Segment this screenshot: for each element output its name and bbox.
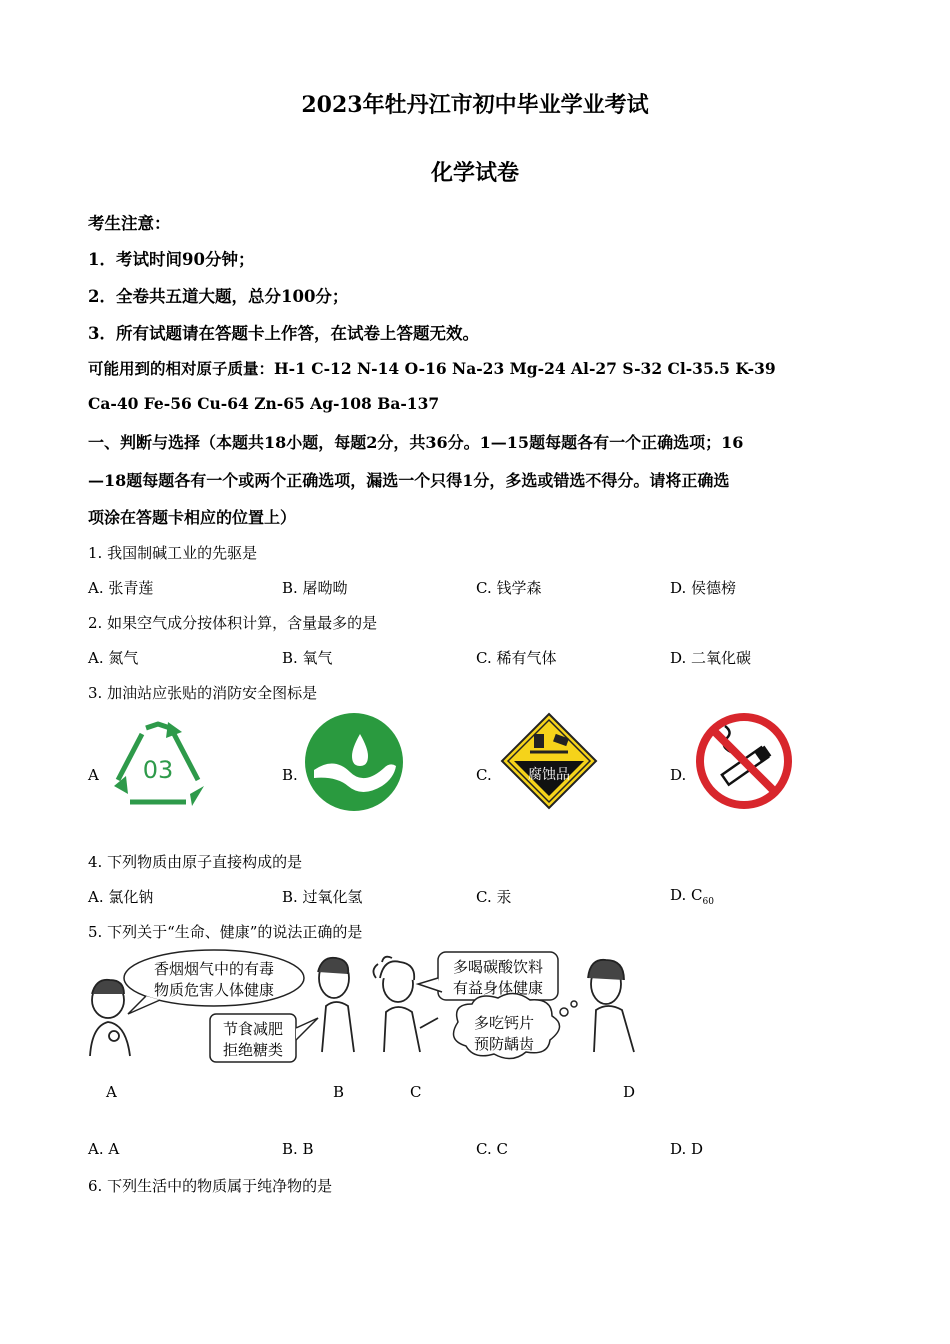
option-c[interactable]: C. 稀有气体: [476, 649, 557, 667]
option-d[interactable]: [670, 886, 714, 907]
recycle-number: 03: [142, 756, 174, 784]
no-smoking-icon: [695, 712, 793, 810]
figure-label: B: [333, 1083, 345, 1101]
question-stem: 1. 我国制碱工业的先驱是: [88, 544, 258, 562]
option-a[interactable]: A. A: [88, 1140, 120, 1158]
option-b[interactable]: B. B: [282, 1140, 314, 1158]
section-instructions: —18题每题各有一个或两个正确选项，漏选一个只得1分，多选或错选不得分。请将正确选: [88, 471, 730, 490]
question-stem: 2. 如果空气成分按体积计算，含量最多的是: [88, 614, 378, 632]
option-d[interactable]: D. 侯德榜: [670, 579, 737, 597]
option-d[interactable]: D.: [670, 766, 687, 784]
person-b-icon: [318, 958, 354, 1052]
page-title: 2023年牡丹江市初中毕业学业考试: [301, 92, 649, 118]
notice-item: 3．所有试题请在答题卡上作答，在试卷上答题无效。: [88, 324, 479, 343]
recycle-icon: [108, 720, 208, 810]
section-instructions: 项涂在答题卡相应的位置上）: [88, 508, 297, 527]
page-subtitle: 化学试卷: [430, 160, 519, 186]
option-d[interactable]: D. D: [670, 1140, 704, 1158]
question-stem: 6. 下列生活中的物质属于纯净物的是: [88, 1177, 333, 1195]
notice-heading: 考生注意：: [88, 214, 171, 233]
figure-label: C: [410, 1083, 422, 1101]
option-b[interactable]: B. 氧气: [282, 649, 333, 667]
option-c[interactable]: C.: [476, 766, 492, 784]
water-saving-icon: [304, 712, 404, 812]
bubble-d-line: 预防龋齿: [473, 1035, 535, 1053]
notice-item: 1．考试时间90分钟；: [88, 250, 255, 269]
atomic-mass-line: 可能用到的相对原子质量：H-1 C-12 N-14 O-16 Na-23 Mg-24 Al-27 S-32 Cl-35.5 K-39: [88, 359, 776, 378]
subscript: 60: [702, 897, 714, 907]
question-stem: 3. 加油站应张贴的消防安全图标是: [88, 684, 318, 702]
question-stem: 5. 下列关于“生命、健康”的说法正确的是: [88, 923, 363, 941]
option-a[interactable]: A. 氯化钠: [88, 888, 154, 906]
option-c[interactable]: C. C: [476, 1140, 508, 1158]
bubble-a-line: 香烟烟气中的有毒: [153, 960, 275, 978]
option-c[interactable]: C. 钱学森: [476, 579, 542, 597]
corrosive-icon: [500, 712, 598, 810]
person-a-icon: [90, 980, 130, 1056]
bubble-b-line: 节食减肥: [222, 1020, 284, 1038]
option-d-text: D. C: [670, 886, 703, 904]
option-c[interactable]: C. 汞: [476, 888, 512, 906]
health-illustration: [86, 948, 656, 1066]
option-b[interactable]: B. 过氧化氢: [282, 888, 363, 906]
person-c-icon: [373, 957, 438, 1052]
corrosive-label: 腐蚀品: [528, 767, 570, 783]
bubble-a-line: 物质危害人体健康: [153, 981, 275, 999]
option-a[interactable]: A: [88, 766, 99, 784]
atomic-mass-line: Ca-40 Fe-56 Cu-64 Zn-65 Ag-108 Ba-137: [88, 394, 440, 413]
option-d[interactable]: D. 二氧化碳: [670, 649, 752, 667]
bubble-c-line: 多喝碳酸饮料: [452, 958, 544, 976]
option-b[interactable]: B.: [282, 766, 298, 784]
figure-label: D: [623, 1083, 636, 1101]
section-instructions: 一、判断与选择（本题共18小题，每题2分，共36分。1—15题每题各有一个正确选项；16: [88, 433, 744, 452]
bubble-c-line: 有益身体健康: [452, 979, 544, 997]
bubble-d-line: 多吃钙片: [473, 1014, 535, 1032]
option-a[interactable]: A. 张青莲: [88, 579, 154, 597]
figure-label: A: [106, 1083, 117, 1101]
option-a[interactable]: A. 氮气: [88, 649, 139, 667]
option-b[interactable]: B. 屠呦呦: [282, 579, 348, 597]
person-d-icon: [588, 960, 634, 1052]
notice-item: 2．全卷共五道大题，总分100分；: [88, 287, 349, 306]
bubble-b-line: 拒绝糖类: [222, 1041, 284, 1059]
question-stem: 4. 下列物质由原子直接构成的是: [88, 853, 303, 871]
